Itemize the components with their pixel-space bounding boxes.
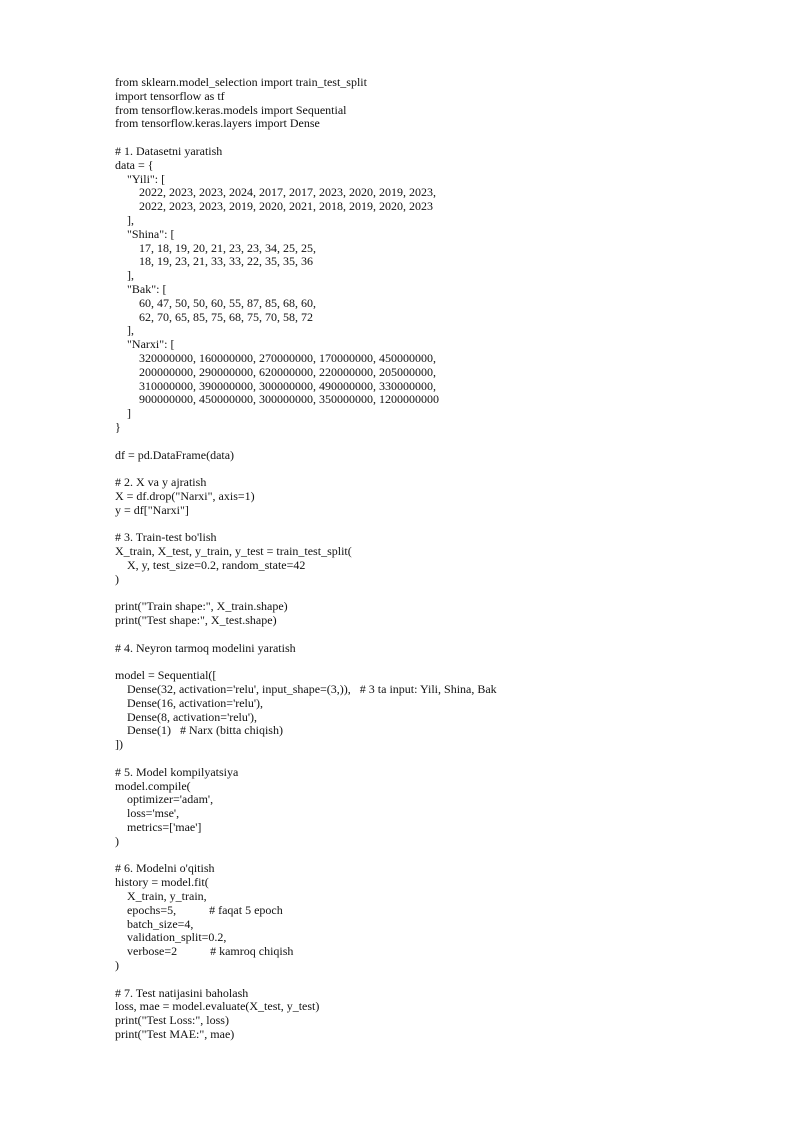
code-line: } <box>115 419 121 434</box>
code-line: model = Sequential([ <box>115 668 217 683</box>
code-line: 900000000, 450000000, 300000000, 350000000, 1200000000 <box>115 392 439 407</box>
code-line: verbose=2 # kamroq chiqish <box>115 944 294 959</box>
code-block <box>115 76 795 1042</box>
code-line: ) <box>115 571 119 586</box>
code-line: "Yili": [ <box>115 171 166 186</box>
blank-line <box>115 586 795 600</box>
code-line: loss='mse', <box>115 806 180 821</box>
blank-line <box>115 628 795 642</box>
code-line: "Bak": [ <box>115 281 167 296</box>
code-line: from tensorflow.keras.layers import Dense <box>115 116 320 131</box>
code-line: "Narxi": [ <box>115 337 175 352</box>
code-line: 2022, 2023, 2023, 2024, 2017, 2017, 2023, 2020, 2019, 2023, <box>115 185 436 200</box>
blank-line <box>115 849 795 863</box>
code-line: 2022, 2023, 2023, 2019, 2020, 2021, 2018, 2019, 2020, 2023 <box>115 199 433 214</box>
code-line: X = df.drop("Narxi", axis=1) <box>115 488 255 503</box>
code-line: Dense(16, activation='relu'), <box>115 695 264 710</box>
comment-line: # 7. Test natijasini baholash <box>115 985 249 1000</box>
blank-line <box>115 131 795 145</box>
blank-line <box>115 518 795 532</box>
code-line: model.compile( <box>115 778 191 793</box>
code-line: ], <box>115 212 134 227</box>
code-line: ) <box>115 958 119 972</box>
code-line: ]) <box>115 737 123 752</box>
code-line: X_train, y_train, <box>115 889 207 904</box>
code-line: 18, 19, 23, 21, 33, 33, 22, 35, 35, 36 <box>115 254 313 269</box>
code-line: history = model.fit( <box>115 875 209 890</box>
code-line: print("Test MAE:", mae) <box>115 1026 235 1041</box>
comment-line: # 5. Model kompilyatsiya <box>115 764 239 779</box>
code-line: 62, 70, 65, 85, 75, 68, 75, 70, 58, 72 <box>115 309 313 324</box>
code-line: "Shina": [ <box>115 226 175 241</box>
code-line: 17, 18, 19, 20, 21, 23, 23, 34, 25, 25, <box>115 240 316 255</box>
code-line: epochs=5, # faqat 5 epoch <box>115 902 283 917</box>
blank-line <box>115 973 795 987</box>
code-line: validation_split=0.2, <box>115 930 227 945</box>
code-line: 310000000, 390000000, 300000000, 490000000, 330000000, <box>115 378 436 393</box>
blank-line <box>115 462 795 476</box>
code-line: ], <box>115 268 134 283</box>
code-line: print("Test shape:", X_test.shape) <box>115 613 277 628</box>
code-line: ] <box>115 406 131 421</box>
comment-line: # 2. X va y ajratish <box>115 475 207 490</box>
code-line: 60, 47, 50, 50, 60, 55, 87, 85, 68, 60, <box>115 295 316 310</box>
code-line: df = pd.DataFrame(data) <box>115 447 235 462</box>
code-line: X_train, X_test, y_train, y_test = train_test_split( <box>115 544 352 559</box>
code-line: ) <box>115 833 119 848</box>
code-line: data = { <box>115 157 154 172</box>
comment-line: # 3. Train-test bo'lish <box>115 530 217 545</box>
code-line: Dense(1) # Narx (bitta chiqish) <box>115 723 283 738</box>
code-line: X, y, test_size=0.2, random_state=42 <box>115 557 306 572</box>
code-line: metrics=['mae'] <box>115 820 202 835</box>
code-line: loss, mae = model.evaluate(X_test, y_test) <box>115 999 320 1014</box>
code-line: 200000000, 290000000, 620000000, 220000000, 205000000, <box>115 364 436 379</box>
blank-line <box>115 655 795 669</box>
code-line: y = df["Narxi"] <box>115 502 189 517</box>
code-line: batch_size=4, <box>115 916 194 931</box>
blank-line <box>115 752 795 766</box>
code-line: 320000000, 160000000, 270000000, 170000000, 450000000, <box>115 350 436 365</box>
comment-line: # 6. Modelni o'qitish <box>115 861 215 876</box>
code-line: Dense(8, activation='relu'), <box>115 709 258 724</box>
code-line: from tensorflow.keras.models import Sequential <box>115 102 347 117</box>
code-line: Dense(32, activation='relu', input_shape=(3,)), # 3 ta input: Yili, Shina, Bak <box>115 682 497 697</box>
comment-line: # 1. Datasetni yaratish <box>115 143 223 158</box>
code-line: ], <box>115 323 134 338</box>
blank-line <box>115 435 795 449</box>
code-line: from sklearn.model_selection import train_test_split <box>115 75 367 89</box>
code-line: optimizer='adam', <box>115 792 214 807</box>
code-line: print("Train shape:", X_train.shape) <box>115 599 288 614</box>
code-line: print("Test Loss:", loss) <box>115 1013 229 1028</box>
comment-line: # 4. Neyron tarmoq modelini yaratish <box>115 640 296 655</box>
code-line: import tensorflow as tf <box>115 88 225 103</box>
